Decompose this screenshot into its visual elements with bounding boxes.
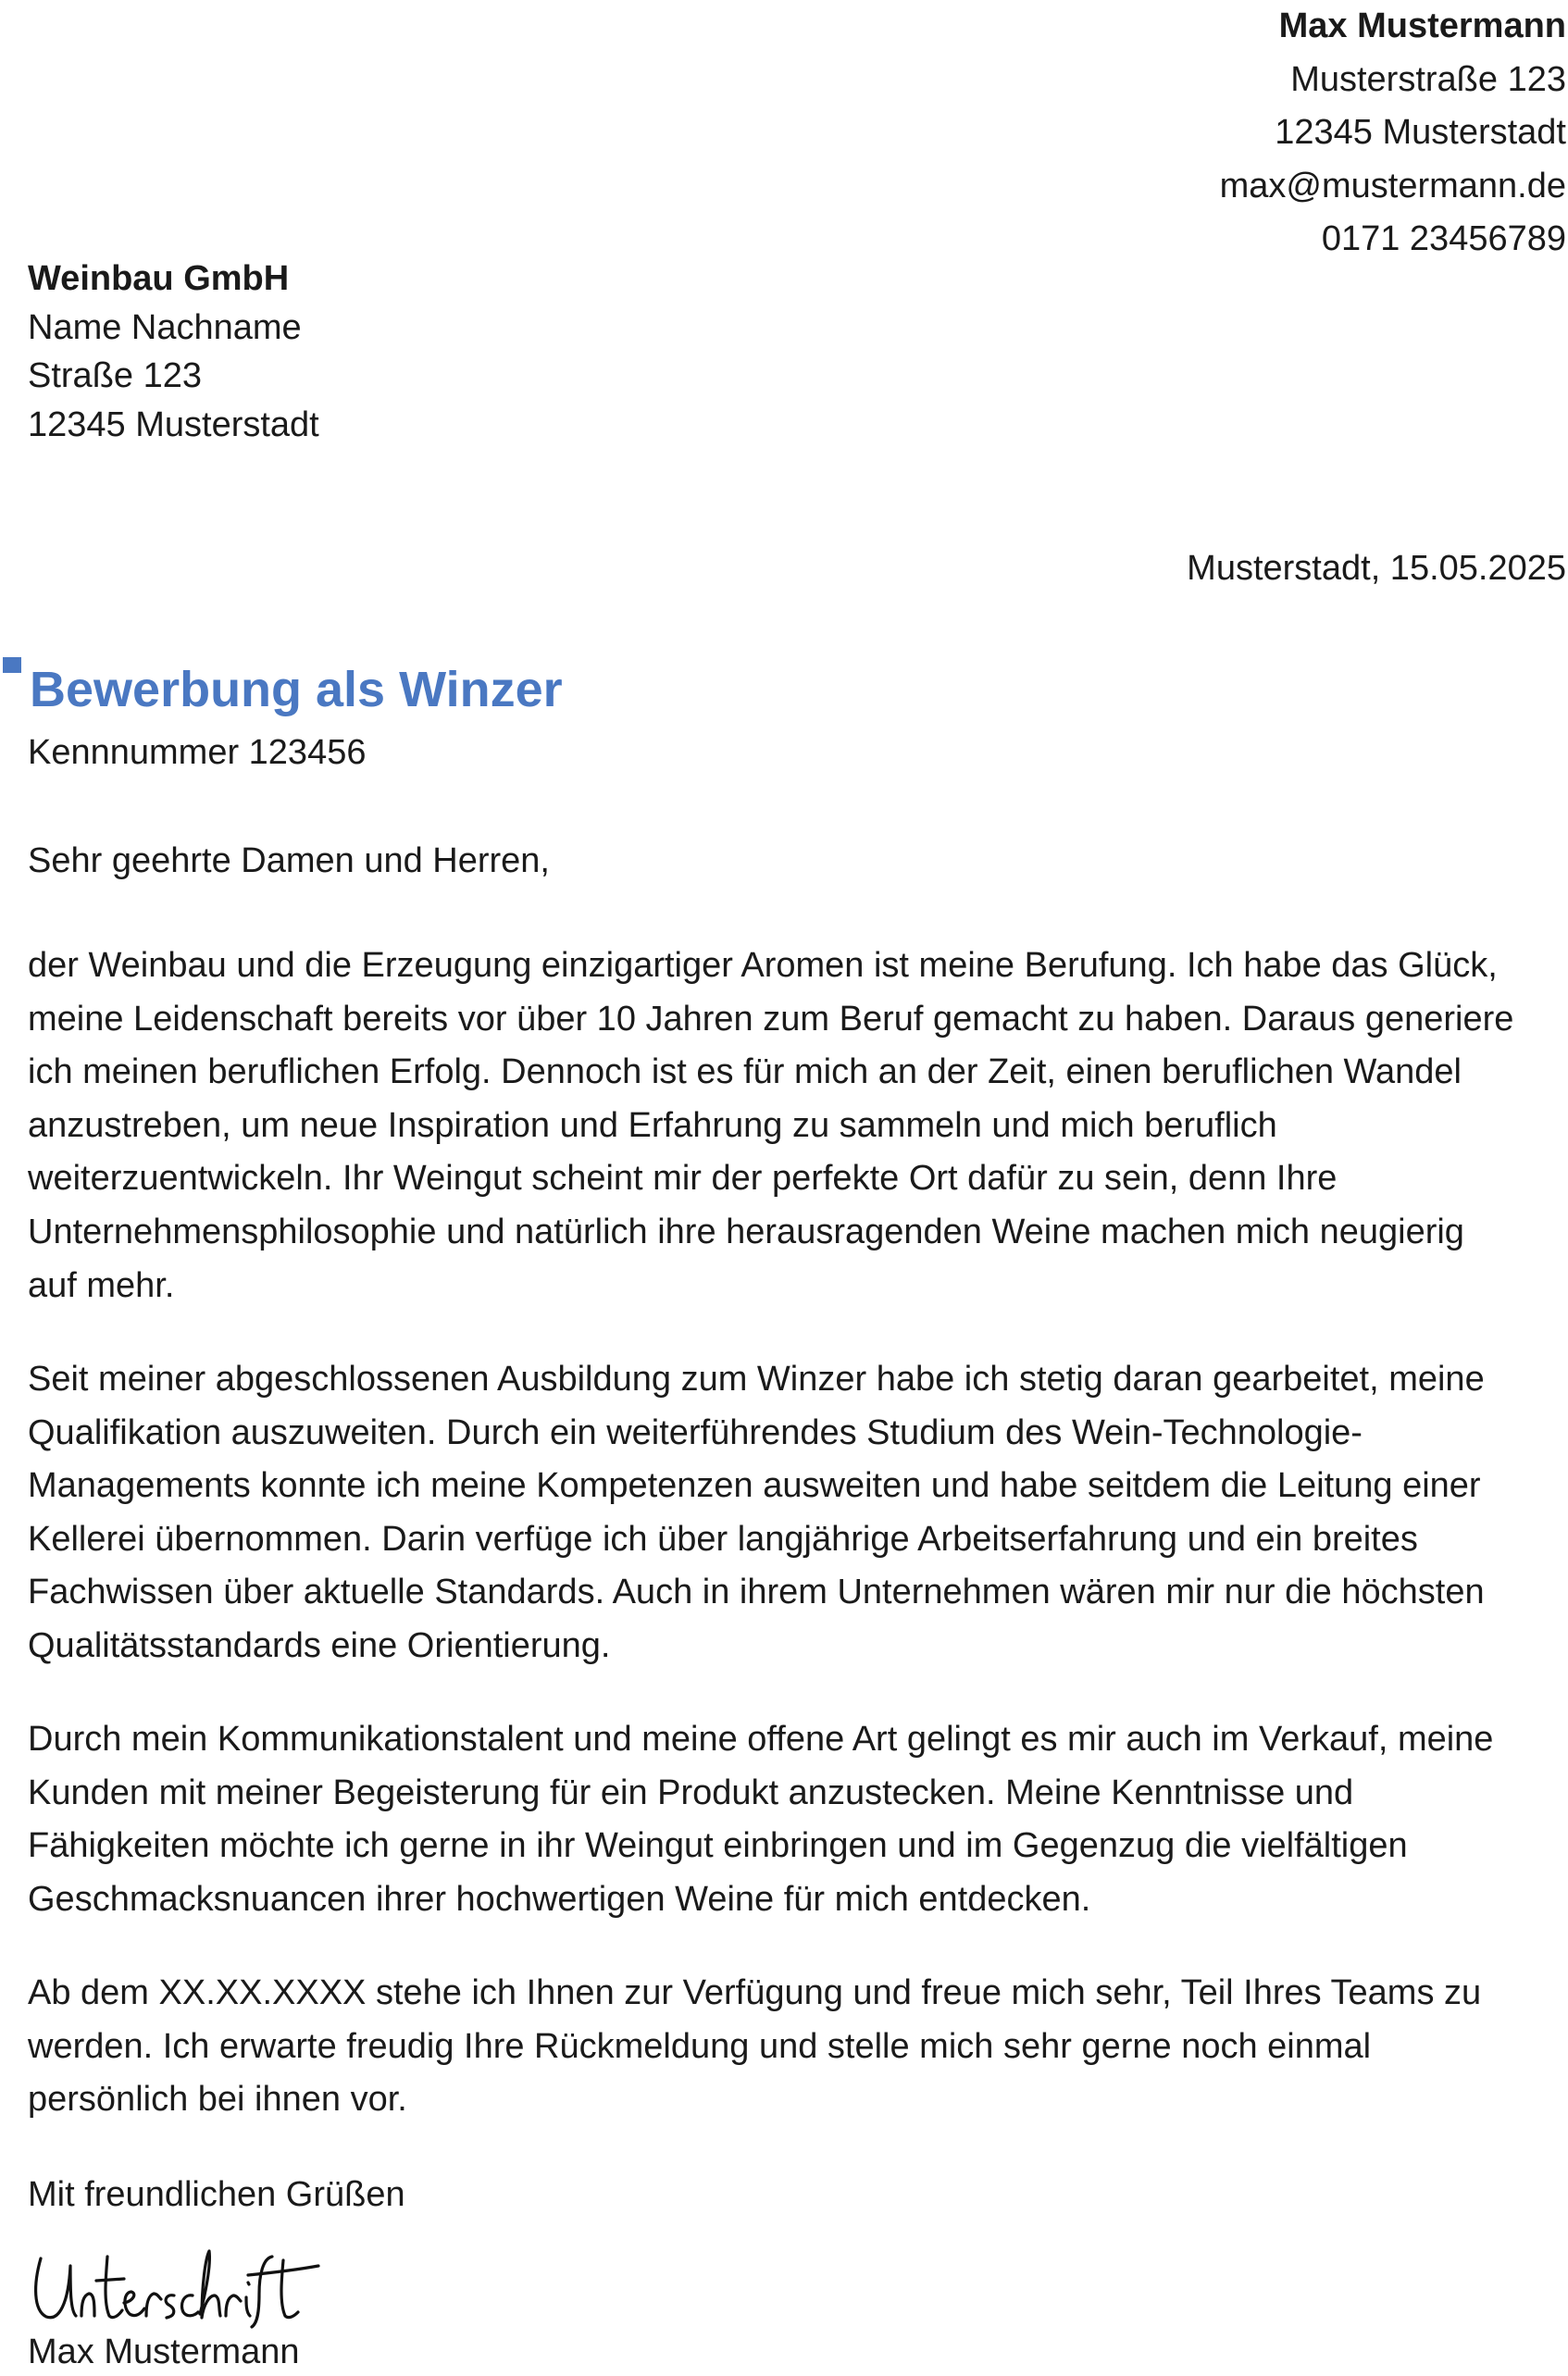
date-line: Musterstadt, 15.05.2025 (1187, 549, 1566, 588)
body-paragraph-3 (28, 1713, 1566, 1926)
paragraph-line: Kunden mit meiner Begeisterung für ein Produkt anzustecken. Meine Kenntnisse und (28, 1773, 1354, 1812)
paragraph-line: Unternehmensphilosophie und natürlich ihre herausragenden Weine machen mich neugierig (28, 1212, 1464, 1251)
sender-email: max@mustermann.de (1219, 166, 1566, 205)
signer-name: Max Mustermann (28, 2332, 300, 2371)
sender-block (1220, 0, 1566, 267)
paragraph-line: Qualitätsstandards eine Orientierung. (28, 1625, 611, 1665)
paragraph-line: Seit meiner abgeschlossenen Ausbildung zum Winzer habe ich stetig daran gearbeitet, meine (28, 1360, 1485, 1399)
paragraph-line: Fähigkeiten möchte ich gerne in ihr Weingut einbringen und im Gegenzug die vielfältigen (28, 1826, 1408, 1866)
paragraph-line: der Weinbau und die Erzeugung einzigartiger Aromen ist meine Berufung. Ich habe das Glück, (28, 946, 1498, 985)
body-paragraph-4 (28, 1967, 1566, 2127)
paragraph-line: Durch mein Kommunikationstalent und meine offene Art gelingt es mir auch im Verkauf, meine (28, 1720, 1494, 1759)
heading-marker (3, 657, 21, 673)
paragraph-line: meine Leidenschaft bereits vor über 10 Jahren zum Beruf gemacht zu haben. Daraus generiere (28, 999, 1514, 1039)
reference-number: Kennnummer 123456 (28, 733, 367, 772)
sender-street: Musterstraße 123 (1290, 59, 1566, 99)
paragraph-line: Qualifikation auszuweiten. Durch ein weiterführendes Studium des Wein-Technologie- (28, 1412, 1363, 1452)
sender-city: 12345 Musterstadt (1275, 113, 1566, 152)
paragraph-line: weiterzuentwickeln. Ihr Weingut scheint mir der perfekte Ort dafür zu sein, denn Ihre (28, 1159, 1338, 1199)
paragraph-line: auf mehr. (28, 1265, 175, 1305)
paragraph-line: persönlich bei ihnen vor. (28, 2080, 407, 2120)
recipient-block (28, 255, 319, 449)
sender-phone: 0171 23456789 (1321, 219, 1566, 258)
subject-heading: Bewerbung als Winzer (30, 662, 563, 717)
recipient-street: Straße 123 (28, 356, 202, 395)
body-paragraph-1 (28, 939, 1566, 1312)
sender-name: Max Mustermann (1278, 6, 1566, 45)
paragraph-line: Ab dem XX.XX.XXXX stehe ich Ihnen zur Verfügung und freue mich sehr, Teil Ihres Teams zu (28, 1973, 1482, 2012)
paragraph-line: Geschmacksnuancen ihrer hochwertigen Weine für mich entdecken. (28, 1879, 1091, 1919)
paragraph-line: anzustreben, um neue Inspiration und Erfahrung zu sammeln und mich beruflich (28, 1105, 1277, 1145)
salutation: Sehr geehrte Damen und Herren, (28, 841, 550, 880)
paragraph-line: Managements konnte ich meine Kompetenzen ausweiten und habe seitdem die Leitung einer (28, 1466, 1481, 1506)
recipient-company: Weinbau GmbH (28, 259, 290, 298)
paragraph-line: Fachwissen über aktuelle Standards. Auch in ihrem Unternehmen wären mir nur die höchsten (28, 1573, 1485, 1612)
closing-phrase: Mit freundlichen Grüßen (28, 2175, 405, 2214)
recipient-contact: Name Nachname (28, 307, 302, 347)
paragraph-line: Kellerei übernommen. Darin verfüge ich über langjährige Arbeitserfahrung und ein breites (28, 1519, 1418, 1559)
paragraph-line: werden. Ich erwarte freudig Ihre Rückmeldung und stelle mich sehr gerne noch einmal (28, 2026, 1372, 2066)
paragraph-line: ich meinen beruflichen Erfolg. Dennoch ist es für mich an der Zeit, einen beruflichen Wandel (28, 1052, 1462, 1092)
recipient-city: 12345 Musterstadt (28, 404, 319, 444)
body-paragraph-2 (28, 1353, 1566, 1673)
handwritten-signature (30, 2238, 326, 2331)
